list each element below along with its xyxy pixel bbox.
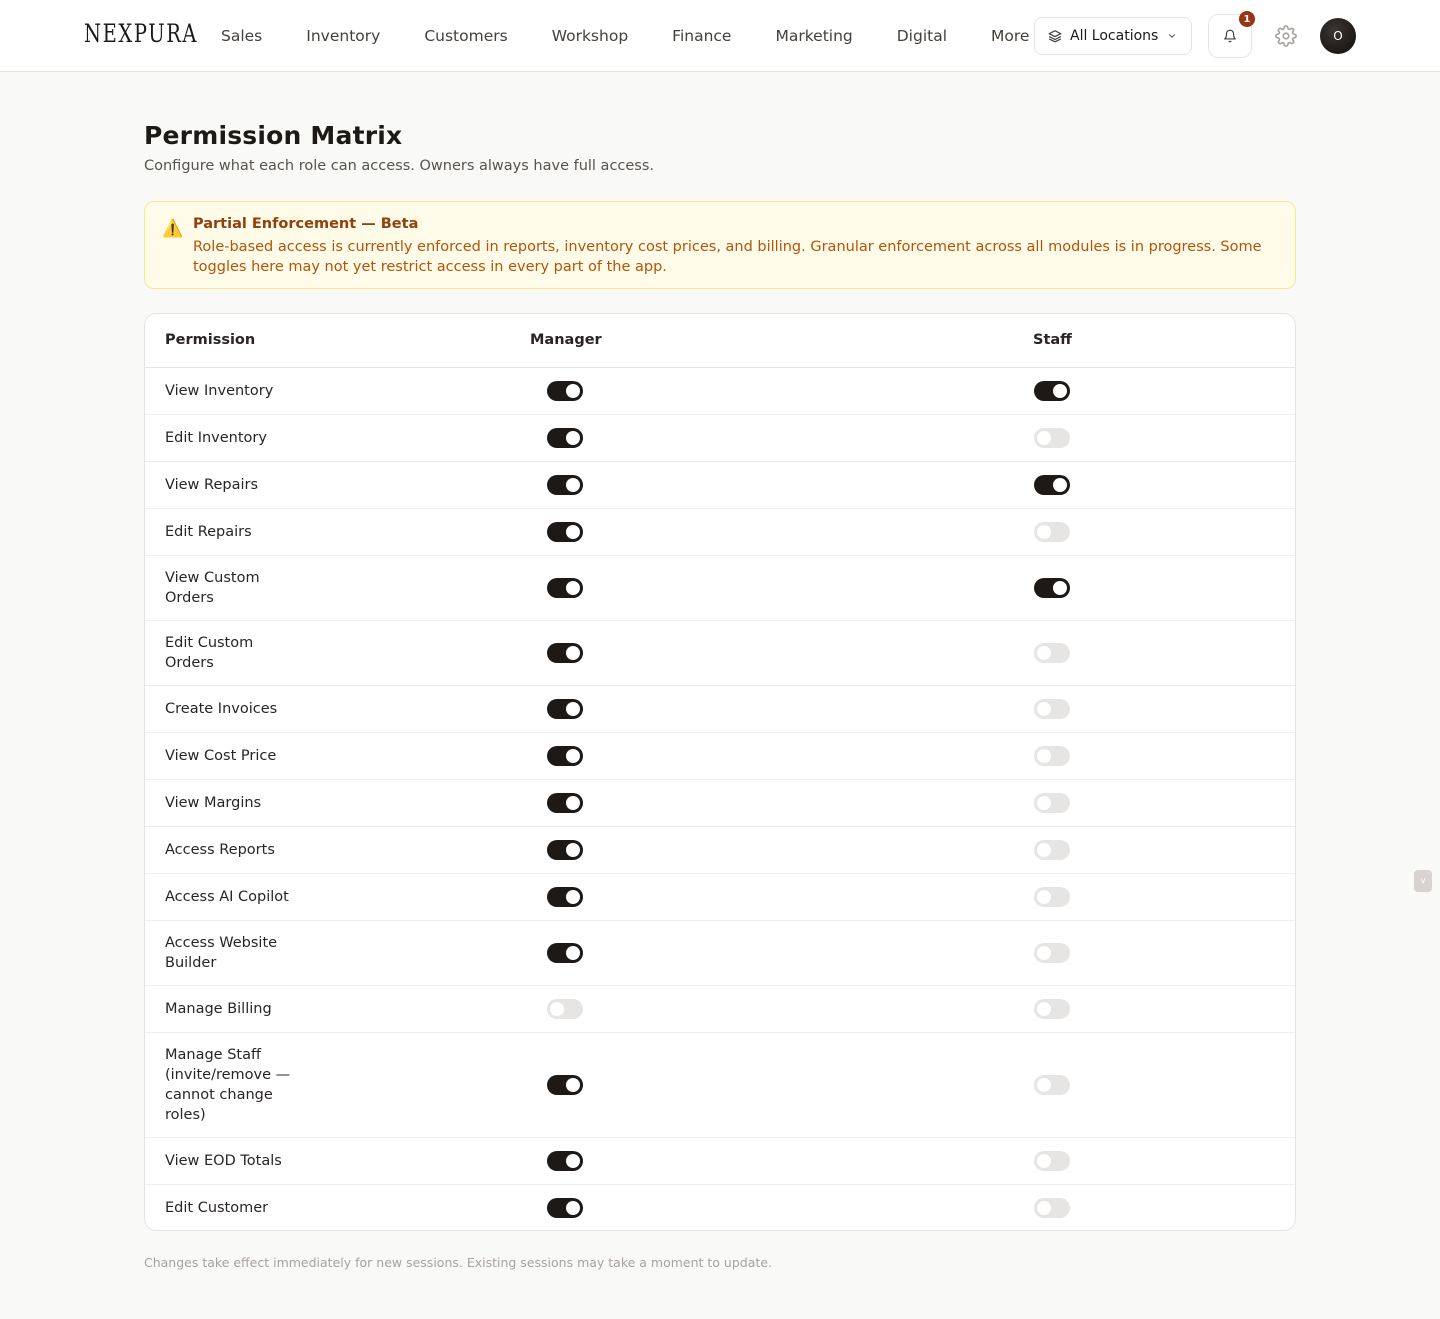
staff-permission-toggle[interactable] bbox=[1034, 643, 1070, 663]
nav-item-finance[interactable]: Finance bbox=[672, 27, 732, 45]
toggle-knob bbox=[566, 384, 580, 398]
location-selector-label: All Locations bbox=[1070, 28, 1159, 44]
toggle-knob bbox=[1053, 581, 1067, 595]
table-row bbox=[145, 621, 1295, 686]
brand-logo[interactable]: NEXPURA bbox=[84, 19, 199, 48]
permission-label: Manage Billing bbox=[165, 1001, 272, 1017]
column-header-manager: Manager bbox=[530, 332, 602, 348]
manager-permission-toggle[interactable] bbox=[547, 1075, 583, 1095]
main-nav bbox=[221, 0, 1029, 72]
staff-permission-toggle[interactable] bbox=[1034, 1075, 1070, 1095]
bell-icon bbox=[1223, 29, 1237, 43]
scroll-handle[interactable]: v bbox=[1414, 870, 1432, 892]
toggle-knob bbox=[1037, 796, 1051, 810]
footnote: Changes take effect immediately for new sessions. Existing sessions may take a moment to update. bbox=[144, 1255, 772, 1270]
manager-permission-toggle[interactable] bbox=[547, 1198, 583, 1218]
permission-label: Create Invoices bbox=[165, 701, 278, 717]
page-title: Permission Matrix bbox=[144, 121, 403, 150]
nav-item-sales[interactable]: Sales bbox=[221, 27, 263, 45]
nav-item-inventory[interactable]: Inventory bbox=[306, 27, 381, 45]
toggle-knob bbox=[1037, 525, 1051, 539]
table-row bbox=[145, 556, 1295, 621]
nav-item-workshop[interactable]: Workshop bbox=[551, 27, 629, 45]
staff-permission-toggle[interactable] bbox=[1034, 578, 1070, 598]
staff-permission-toggle[interactable] bbox=[1034, 699, 1070, 719]
permission-label: Access Website Builder bbox=[165, 935, 278, 971]
top-navigation-bar bbox=[0, 0, 1440, 72]
table-row bbox=[145, 827, 1295, 874]
manager-permission-toggle[interactable] bbox=[547, 840, 583, 860]
permission-label: Access AI Copilot bbox=[165, 889, 289, 905]
toggle-knob bbox=[550, 1002, 564, 1016]
nav-item-digital[interactable]: Digital bbox=[896, 27, 948, 45]
toggle-knob bbox=[1037, 1078, 1051, 1092]
manager-permission-toggle[interactable] bbox=[547, 578, 583, 598]
table-header bbox=[145, 314, 1295, 368]
permission-label: View Repairs bbox=[165, 477, 258, 493]
table-body bbox=[145, 368, 1295, 1231]
table-row bbox=[145, 733, 1295, 780]
toggle-knob bbox=[1037, 1002, 1051, 1016]
manager-permission-toggle[interactable] bbox=[547, 793, 583, 813]
staff-permission-toggle[interactable] bbox=[1034, 522, 1070, 542]
column-header-staff: Staff bbox=[1033, 332, 1072, 348]
toggle-knob bbox=[566, 749, 580, 763]
toggle-knob bbox=[566, 525, 580, 539]
staff-permission-toggle[interactable] bbox=[1034, 840, 1070, 860]
toggle-knob bbox=[566, 646, 580, 660]
partial-enforcement-banner bbox=[144, 201, 1296, 289]
gear-icon bbox=[1275, 25, 1297, 47]
permission-label: View Custom Orders bbox=[165, 570, 260, 606]
toggle-knob bbox=[566, 1078, 580, 1092]
permission-label: Access Reports bbox=[165, 842, 275, 858]
table-row bbox=[145, 780, 1295, 827]
nav-item-marketing[interactable]: Marketing bbox=[775, 27, 853, 45]
permission-label: View Margins bbox=[165, 795, 262, 811]
table-row bbox=[145, 874, 1295, 921]
staff-permission-toggle[interactable] bbox=[1034, 381, 1070, 401]
manager-permission-toggle[interactable] bbox=[547, 522, 583, 542]
permission-label: Edit Repairs bbox=[165, 524, 252, 540]
table-row bbox=[145, 1185, 1295, 1231]
table-row bbox=[145, 986, 1295, 1033]
permission-label: Edit Customer bbox=[165, 1200, 269, 1216]
user-avatar[interactable]: O bbox=[1320, 18, 1356, 54]
table-row bbox=[145, 1033, 1295, 1138]
table-row bbox=[145, 921, 1295, 986]
toggle-knob bbox=[566, 890, 580, 904]
permission-label: View EOD Totals bbox=[165, 1153, 282, 1169]
staff-permission-toggle[interactable] bbox=[1034, 746, 1070, 766]
staff-permission-toggle[interactable] bbox=[1034, 1198, 1070, 1218]
permission-label: View Inventory bbox=[165, 383, 274, 399]
manager-permission-toggle[interactable] bbox=[547, 1151, 583, 1171]
staff-permission-toggle[interactable] bbox=[1034, 793, 1070, 813]
staff-permission-toggle[interactable] bbox=[1034, 1151, 1070, 1171]
column-header-permission: Permission bbox=[165, 332, 256, 348]
toggle-knob bbox=[566, 1154, 580, 1168]
table-row bbox=[145, 462, 1295, 509]
manager-permission-toggle[interactable] bbox=[547, 746, 583, 766]
staff-permission-toggle[interactable] bbox=[1034, 428, 1070, 448]
table-row bbox=[145, 509, 1295, 556]
toggle-knob bbox=[1053, 384, 1067, 398]
toggle-knob bbox=[566, 431, 580, 445]
manager-permission-toggle[interactable] bbox=[547, 475, 583, 495]
toggle-knob bbox=[566, 946, 580, 960]
table-row bbox=[145, 686, 1295, 733]
staff-permission-toggle[interactable] bbox=[1034, 475, 1070, 495]
manager-permission-toggle[interactable] bbox=[547, 428, 583, 448]
toggle-knob bbox=[1037, 646, 1051, 660]
manager-permission-toggle[interactable] bbox=[547, 999, 583, 1019]
permission-label: Manage Staff (invite/remove — cannot change roles) bbox=[165, 1047, 291, 1123]
permission-label: View Cost Price bbox=[165, 748, 277, 764]
table-row bbox=[145, 415, 1295, 462]
toggle-knob bbox=[566, 478, 580, 492]
manager-permission-toggle[interactable] bbox=[547, 699, 583, 719]
manager-permission-toggle[interactable] bbox=[547, 887, 583, 907]
toggle-knob bbox=[566, 702, 580, 716]
nav-item-more[interactable]: More bbox=[991, 27, 1030, 45]
permission-matrix-table bbox=[144, 313, 1296, 1231]
table-row bbox=[145, 1138, 1295, 1185]
nav-item-customers[interactable]: Customers bbox=[424, 27, 508, 45]
warning-icon: ⚠️ bbox=[162, 219, 184, 239]
toggle-knob bbox=[566, 796, 580, 810]
toggle-knob bbox=[1037, 843, 1051, 857]
manager-permission-toggle[interactable] bbox=[547, 643, 583, 663]
toggle-knob bbox=[1037, 431, 1051, 445]
permission-label: Edit Custom Orders bbox=[165, 635, 254, 671]
staff-permission-toggle[interactable] bbox=[1034, 999, 1070, 1019]
toggle-knob bbox=[1037, 749, 1051, 763]
location-selector[interactable] bbox=[1034, 17, 1192, 55]
staff-permission-toggle[interactable] bbox=[1034, 943, 1070, 963]
toggle-knob bbox=[1037, 946, 1051, 960]
permission-label: Edit Inventory bbox=[165, 430, 267, 446]
toggle-knob bbox=[566, 581, 580, 595]
table-row bbox=[145, 368, 1295, 415]
toggle-knob bbox=[1037, 702, 1051, 716]
chevron-down-icon bbox=[1167, 31, 1177, 41]
notification-count-badge: 1 bbox=[1239, 11, 1255, 27]
manager-permission-toggle[interactable] bbox=[547, 943, 583, 963]
settings-button[interactable] bbox=[1275, 25, 1297, 47]
layers-icon bbox=[1048, 29, 1062, 43]
toggle-knob bbox=[1053, 478, 1067, 492]
warning-title: Partial Enforcement — Beta bbox=[193, 216, 419, 232]
manager-permission-toggle[interactable] bbox=[547, 381, 583, 401]
toggle-knob bbox=[1037, 890, 1051, 904]
warning-body: Role-based access is currently enforced in reports, inventory cost prices, and billing. Granular enforcement across all modules is in progress. Some toggles here may not yet restrict access in every part of the app. bbox=[193, 239, 1262, 275]
toggle-knob bbox=[1037, 1154, 1051, 1168]
toggle-knob bbox=[566, 1201, 580, 1215]
page-subtitle: Configure what each role can access. Owners always have full access. bbox=[144, 158, 655, 174]
toggle-knob bbox=[1037, 1201, 1051, 1215]
toggle-knob bbox=[566, 843, 580, 857]
staff-permission-toggle[interactable] bbox=[1034, 887, 1070, 907]
